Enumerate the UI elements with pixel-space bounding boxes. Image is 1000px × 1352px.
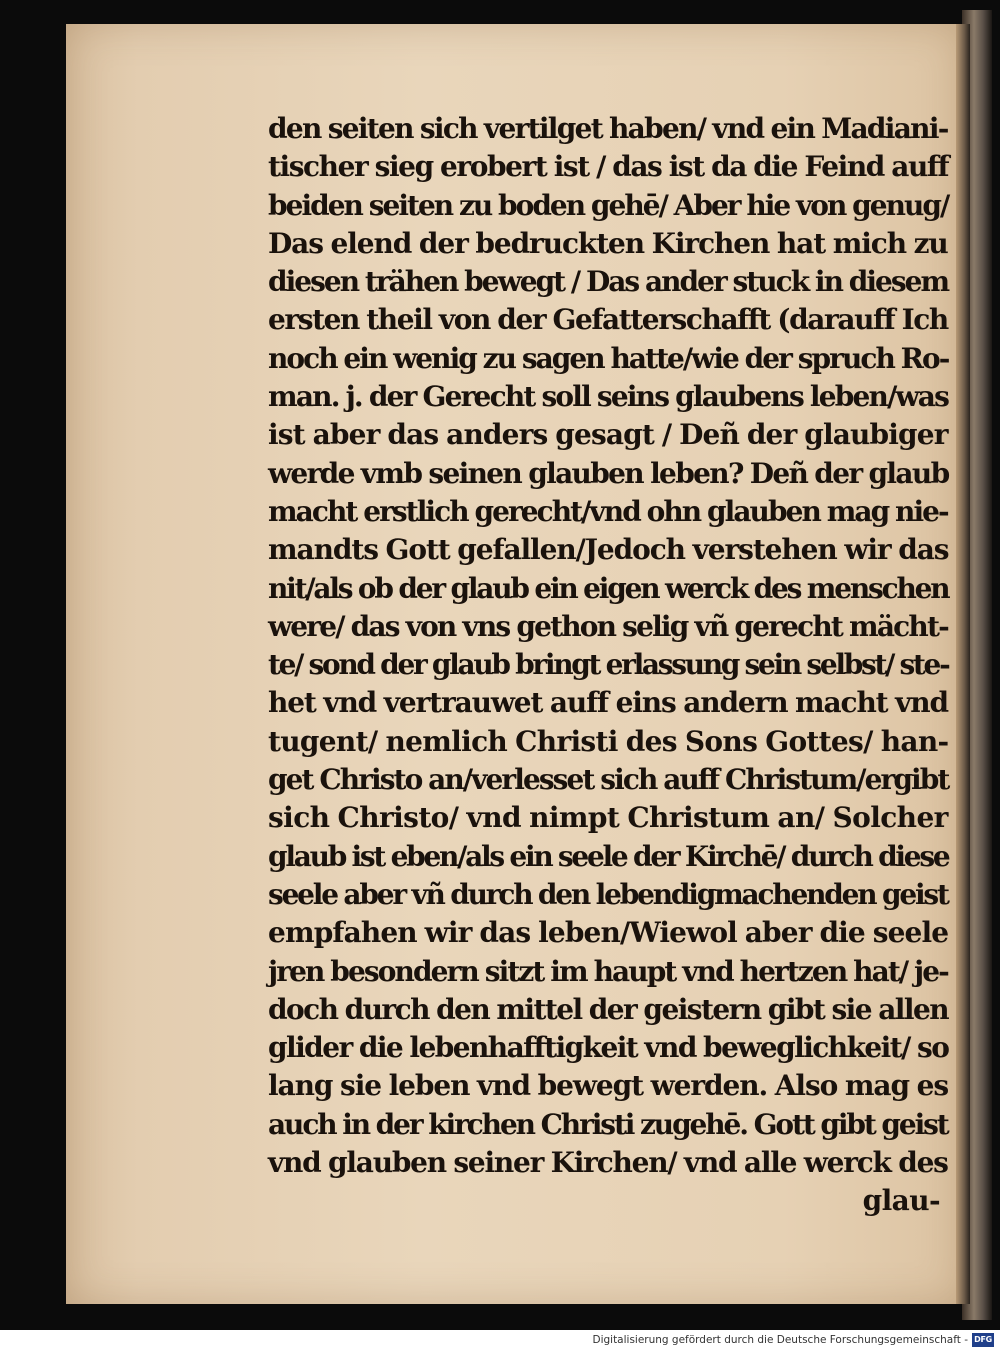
text-line: empfahen wir das leben/Wiewol aber die seele: [268, 916, 949, 950]
page-text: [268, 110, 948, 1221]
text-line: werde vmb seinen glauben leben? Deñ der glaub: [268, 456, 949, 490]
text-line: noch ein wenig zu sagen hatte/wie der spruch Ro-: [268, 341, 949, 375]
text-line: tischer sieg erobert ist / das ist da die Feind auff: [268, 150, 949, 184]
text-line: het vnd vertrauwet auff eins andern macht vnd: [268, 686, 948, 720]
text-line: Das elend der bedruckten Kirchen hat mich zu: [268, 226, 948, 260]
catchword: glau-: [862, 1184, 940, 1218]
text-line: mandts Gott gefallen/Jedoch verstehen wir das: [268, 533, 949, 567]
text-line: beiden seiten zu boden gehē/ Aber hie von genug/: [268, 188, 949, 222]
text-line: doch durch den mittel der geistern gibt sie allen: [268, 992, 948, 1026]
text-line: lang sie leben vnd bewegt werden. Also mag es: [268, 1069, 949, 1103]
text-line: glaub ist eben/als ein seele der Kirchē/ durch diese: [268, 839, 949, 873]
text-line: sich Christo/ vnd nimpt Christum an/ Solcher: [268, 801, 948, 835]
text-line: den seiten sich vertilget haben/ vnd ein Madiani-: [268, 112, 948, 145]
text-line: get Christo an/verlesset sich auff Christum/ergibt: [268, 763, 949, 797]
text-line: auch in der kirchen Christi zugehē. Gott gibt geist: [268, 1107, 948, 1141]
text-line: te/ sond der glaub bringt erlassung sein selbst/ ste-: [268, 648, 949, 682]
text-line: tugent/ nemlich Christi des Sons Gottes/ han-: [268, 724, 949, 758]
text-line: glider die lebenhafftigkeit vnd beweglichkeit/ so: [268, 1031, 949, 1065]
text-line: ersten theil von der Gefatterschafft (darauff Ich: [268, 303, 948, 337]
text-line: man. j. der Gerecht soll seins glaubens leben/was: [268, 380, 949, 414]
text-line: macht erstlich gerecht/vnd ohn glauben mag nie-: [268, 494, 948, 528]
text-line: vnd glauben seiner Kirchen/ vnd alle werck des: [268, 1146, 948, 1180]
footer-bar: [0, 1330, 1000, 1352]
dfg-logo-icon: DFG: [972, 1333, 994, 1347]
text-line: jren besondern sitzt im haupt vnd hertzen hat/ je-: [268, 954, 948, 988]
text-line: were/ das von vns gethon selig vñ gerecht mächt-: [268, 609, 948, 643]
text-line: diesen trähen bewegt / Das ander stuck in diesem: [268, 265, 949, 299]
funding-credit: Digitalisierung gefördert durch die Deutsche Forschungsgemeinschaft -: [592, 1334, 968, 1346]
text-line: seele aber vñ durch den lebendigmachenden geist: [268, 877, 948, 911]
text-line: ist aber das anders gesagt / Deñ der glaubiger: [268, 418, 948, 452]
text-line: nit/als ob der glaub ein eigen werck des menschen: [268, 571, 949, 605]
